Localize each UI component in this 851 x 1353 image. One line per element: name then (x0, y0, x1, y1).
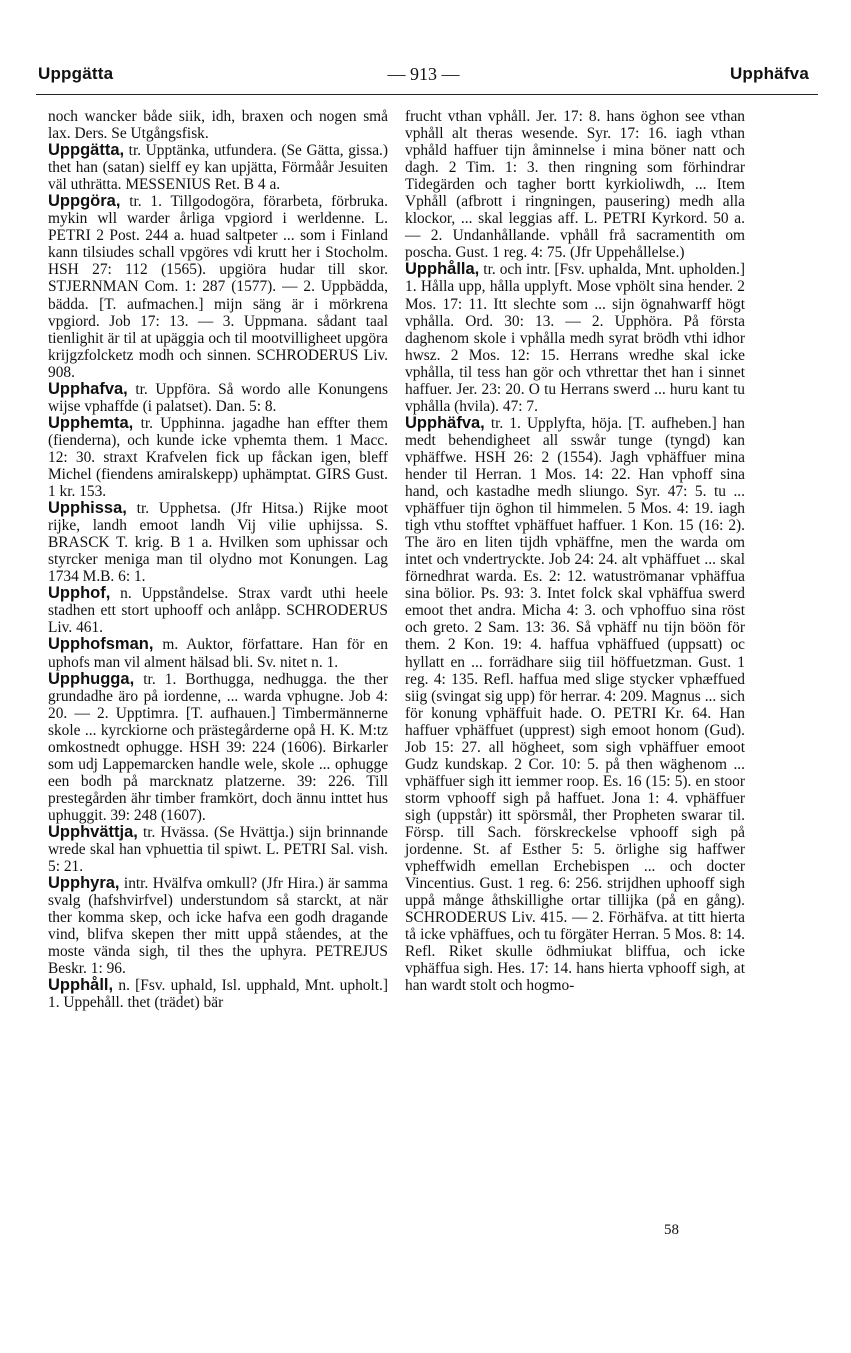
left-column (48, 108, 388, 1011)
entry-text: noch wancker både siik, idh, braxen och nogen små lax. Ders. Se Utgångsfisk. (48, 108, 388, 143)
dictionary-entry (48, 381, 388, 415)
entry-text: m. Auktor, författare. Han för en uphofs man vil alment hälsad bli. Sv. nitet n. 1. (48, 636, 388, 671)
entry-text: tr. och intr. [Fsv. uphalda, Mnt. upholden.] 1. Hålla upp, hålla upplyft. Mose vphölt sina hender. 2 Mos. 17: 11. Itt slechte som ... sijn ögnahwarff högt vphålla. Ord. 30: 13. — 2. Upphöra. På första daghenom skole i vphålla medh syrat brödh vthi idhor hwsz. 2 Mos. 12: 15. Herrans wredhe skal icke vphålla, til tess han gör och vthrettar thet han i sinnet haffuer. Jer. 23: 20. O tu Herrans swerd ... huru kant tu vphålla (hvila). 47: 7. (405, 261, 745, 415)
entry-headword: Upphåll, (48, 976, 114, 995)
entry-text: tr. Hvässa. (Se Hvättja.) sijn brinnande wrede skal han vphuettia til spiwt. L. PETRI Sal. vish. 5: 21. (48, 823, 388, 876)
dictionary-entry (405, 261, 745, 414)
entry-headword: Upphofsman, (48, 635, 154, 654)
dictionary-entry (48, 636, 388, 670)
dictionary-entry (48, 142, 388, 193)
dictionary-entry (48, 875, 388, 977)
entry-headword: Upphålla, (405, 260, 480, 279)
entry-text: tr. 1. Borthugga, nedhugga. the ther grundadhe äro på iordenne, ... warda vphugne. Job 4: 20. — 2. Upptimra. [T. aufhauen.] Timbermännerne skole ... kyrckiorne och prästegårderne opå H. K. M:tz omkostnedt ophugge. HSH 39: 224 (1606). Birkarler som udj Lappemarcken handle wele, skole ... ophugge een bodh på marcknatz platzerne. 39: 226. Till prestegården ähr timber framkört, doch ännu inttet hus uphuggit. 39: 248 (1607). (48, 670, 388, 824)
right-column (405, 108, 745, 994)
entry-headword: Upphyra, (48, 874, 120, 893)
entry-text: tr. Uppföra. Så wordo alle Konungens wijse vphaffde (i palatset). Dan. 5: 8. (48, 380, 388, 415)
dictionary-entry (48, 500, 388, 585)
entry-headword: Upphemta, (48, 413, 134, 432)
header-last-headword: Upphäfva (729, 64, 809, 83)
dictionary-entry (48, 824, 388, 875)
entry-headword: Upphvättja, (48, 822, 138, 841)
entry-headword: Uppgöra, (48, 192, 121, 211)
entry-text: tr. Upptänka, utfundera. (Se Gätta, gissa.) thet han (satan) sielff ey kan upjätta, Förmåår Jesuiten väl uthrätta. MESSENIUS Ret. B 4 a. (48, 142, 388, 194)
header-first-headword: Uppgätta (38, 64, 114, 83)
entry-text: tr. Upphetsa. (Jfr Hitsa.) Rijke moot rijke, landh emoot landh Vij vilie uphijssa. S. BRASCK T. krig. B 1 a. Hvilken som uphissar och styrcker meniga man til olydno mot Konungen. Lag 1734 M.B. 6: 1. (48, 500, 388, 586)
entry-text: n. Uppståndelse. Strax vardt uthi heele stadhen ett stort uphooff och anlåpp. SCHRODERUS Liv. 461. (48, 585, 388, 637)
entry-text: n. [Fsv. uphald, Isl. upphald, Mnt. upholt.] 1. Uppehåll. thet (trädet) bär (48, 977, 388, 1012)
entry-headword: Upphafva, (48, 379, 128, 398)
dictionary-entry (48, 108, 388, 142)
dictionary-entry (48, 671, 388, 824)
dictionary-entry (405, 415, 745, 995)
entry-headword: Upphäfva, (405, 413, 485, 432)
entry-text: tr. 1. Upplyfta, höja. [T. aufheben.] han medt behendigheet all sswår tunge (tyngd) kan vphäffwe. HSH 26: 2 (1554). Jagh vphäffuer mina hender til Herran. 1 Mos. 14: 22. Han vphoff sina hand, och kastadhe medh sliungo. Syr. 47: 5. tu ... vphäffuer tijn öghon til himmelen. 5 Mos. 4: 19. iagh tigh vthu stofftet vphäffuet haffuer. 1 Kon. 15 (16: 2). The äro en liten tijdh vphäffne, men the warda om intet och vndertryckte. Job 24: 24. alt vphäffuet ... skal förnedhrat warda. Es. 2: 12. watuströmanar vphäffua sina bölior. Ps. 93: 3. Intet folck skal vphäffua swerd emoot thet andra. Micha 4: 3. och vphoffuo sina röst och greto. 2 Sam. 13: 36. Så vphäff nu tijn böön för them. 2 Kon. 19: 4. haffua vphäffued (uppsatt) oc hyllatt en ... forrädhare siig tiil höffuetzman. Gust. 1 reg. 4: 135. Refl. haffua med slige stycker vphæffued siig (svingat sig upp) för herrar. 4: 209. Magnus ... sich för konung vphäffuit hade. O. PETRI Kr. 64. Han haffuer vphäffuet (upprest) sigh emoot honom (Gud). Job 15: 27. all högheet, som sigh vphäffuer emoot Gudz kundskap. 2 Cor. 10: 5. på then wäghenom ... vphäffuer sigh itt iemmer roop. Es. 16 (15: 5). en stoor storm vphooff sigh på haffuet. Jona 1: 4. vphäffuer sigh (uppstår) itt spörsmål, ther Propheten swarar til. Försp. till Sach. förskreckelse vphooff sigh på jordenne. St. af Esther 5: 5. örlighe sig haffwer vpheffwidh emellan Erchebispen ... och docter Vincentius. Gust. 1 reg. 6: 256. strijdhen uphooff sigh uppå månge åthskillighe ortar tillijka (på en gång). SCHRODERUS Liv. 415. — 2. Förhäfva. at titt hierta tå icke vphäffues, och tu förgäter Herran. 5 Mos. 8: 14. Refl. Riket skulle ödhmiukat bliffua, och icke vphäffua sigh. Hes. 17: 14. hans hierta vphooff sigh, at han wardt stolt och hogmo- (405, 414, 745, 995)
running-header (38, 64, 809, 88)
entry-headword: Upphissa, (48, 499, 127, 518)
entry-text: frucht vthan vphåll. Jer. 17: 8. hans öghon see vthan vphåll alt theras wesende. Syr. 17: 16. iagh vthan vphåld haffuer tijn åminnelse i mina böner natt och dagh. 2 Tim. 1: 3. then ringning som förhindrar Tidegärden och tagher bortt kyrkioliwdh, ... Item Vphåll (afbrott i ringningen, pausering) medh alla klockor, ... skal leggias aff. L. PETRI Kyrkord. 50 a. — 2. Undanhållande. vphåll frå sacramentith om poscha. Gust. 1 reg. 4: 75. (Jfr Uppehållelse.) (405, 108, 745, 262)
entry-text: tr. Upphinna. jagadhe han effter them (fienderna), och kunde icke vphemta them. 1 Macc. 12: 30. straxt Krafvelen fick up fåckan igen, bleff Michel (fiendens amiralskepp) uphämptat. GIRS Gust. 1 kr. 153. (48, 414, 388, 501)
entry-text: intr. Hvälfva omkull? (Jfr Hira.) är samma svalg (hafshvirfvel) understundom så starckt, at när ther komma skep, och icke hafva een godh dragande vind, blifva skepen ther mitt uppå ståendes, at the moste vända sigh, til thes the uphyra. PETREJUS Beskr. 1: 96. (48, 875, 388, 978)
entry-text: tr. 1. Tillgodogöra, förarbeta, förbruka. mykin wll warder årliga vpgiord i werldenne. L. PETRI 2 Post. 244 a. huad saltpeter ... som i Finland kann tilsiudes schall vpgöres vdi krutt her i Stocholm. HSH 27: 112 (1565). upgiöra hudar till skor. STJERNMAN Com. 1: 287 (1577). — 2. Uppbädda, bädda. [T. aufmachen.] mijn säng är i mörkrena vpgiord. Job 17: 13. — 3. Uppmana. sådant taal tienlighit är til at upäggia och til mootvilligheet upgöra krijgzfolcketz modh och sinnen. SCHRODERUS Liv. 908. (48, 193, 388, 381)
page-number: — 913 — (387, 64, 460, 84)
dictionary-entry (405, 108, 745, 261)
dictionary-entry (48, 415, 388, 500)
dictionary-entry (48, 585, 388, 636)
header-rule (36, 94, 818, 95)
dictionary-entry (48, 977, 388, 1011)
entry-headword: Upphugga, (48, 669, 135, 688)
dictionary-entry (48, 193, 388, 381)
entry-headword: Upphof, (48, 584, 111, 603)
entry-headword: Uppgätta, (48, 141, 125, 160)
signature-number: 58 (664, 1222, 679, 1238)
